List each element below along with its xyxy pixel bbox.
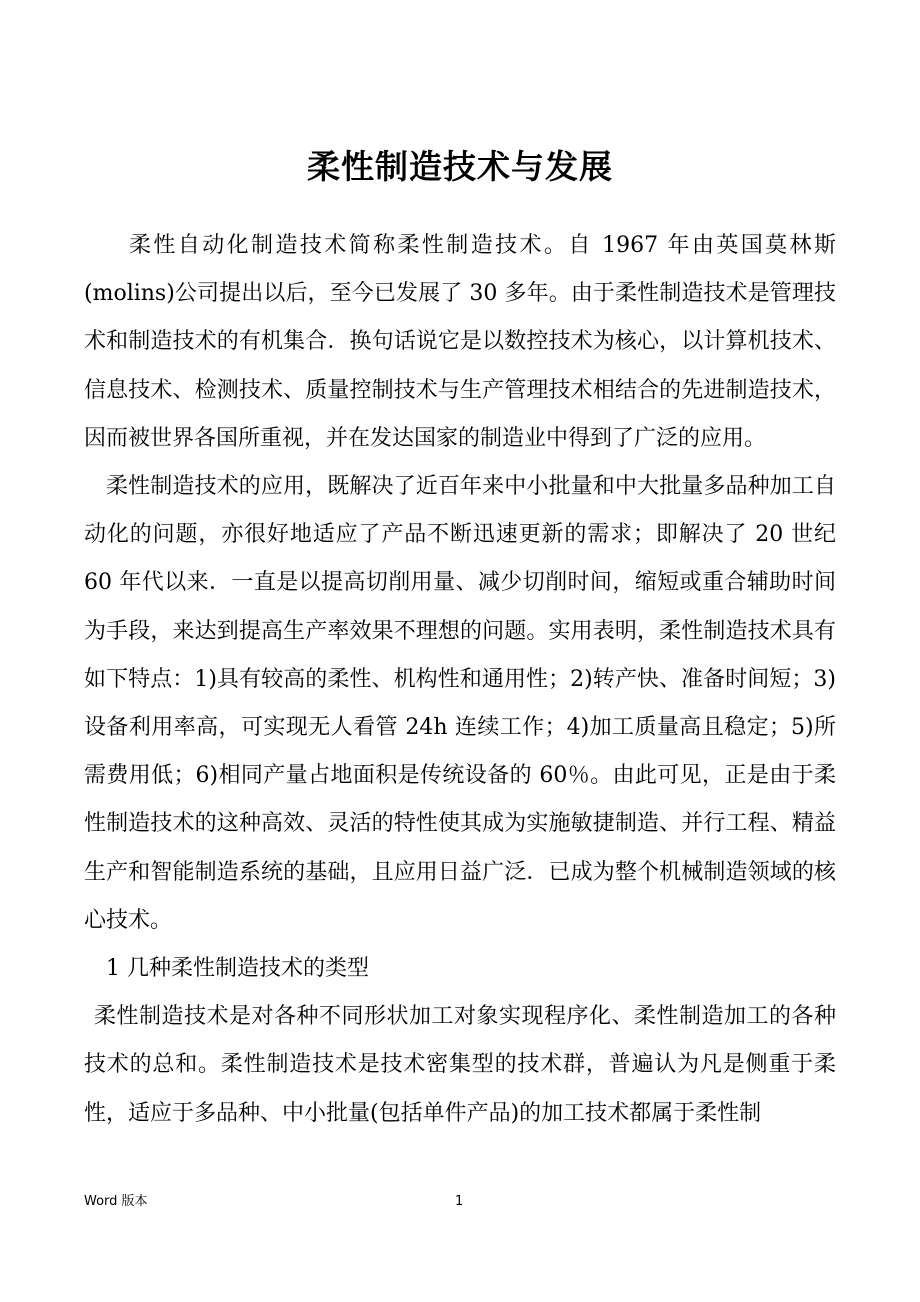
document-title: 柔性制造技术与发展: [307, 147, 613, 186]
paragraph-intro: 柔性自动化制造技术简称柔性制造技术。自 1967 年由英国莫林斯(molins)公司提出以后，至今已发展了 30 多年。由于柔性制造技术是管理技术和制造技术的有机集合．换句话说它是以数控技术为核心，以计算机技术、信息技术、检测技术、质量控制技术与生产管理技术相结合的先进制造技术，因而被世界各国所重视，并在发达国家的制造业中得到了广泛的应用。: [84, 233, 836, 451]
paragraph-application: 柔性制造技术的应用，既解决了近百年来中小批量和中大批量多品种加工自动化的问题，亦很好地适应了产品不断迅速更新的需求；即解决了 20 世纪 60 年代以来．一直是以提高切削用量、减少切削时间，缩短或重合辅助时间为手段，来达到提高生产率效果不理想的问题。实用表明，柔性制造技术具有如下特点：1)具有较高的柔性、机构性和通用性；2)转产快、准备时间短；3)设备利用率高，可实现无人看管 24h 连续工作；4)加工质量高且稳定；5)所需费用低；6)相同产量占地面积是传统设备的 60％。由此可见，正是由于柔性制造技术的这种高效、灵活的特性使其成为实施敏捷制造、并行工程、精益生产和智能制造系统的基础，且应用日益广泛．已成为整个机械制造领域的核心技术。: [84, 474, 836, 933]
document-body: [84, 222, 836, 1138]
page-number: 1: [455, 1194, 464, 1209]
footer-label: Word 版本: [84, 1194, 148, 1209]
section-heading: 1 几种柔性制造技术的类型: [106, 956, 369, 982]
paragraph-types: 柔性制造技术是对各种不同形状加工对象实现程序化、柔性制造加工的各种技术的总和。柔性制造技术是技术密集型的技术群，普遍认为凡是侧重于柔性，适应于多品种、中小批量(包括单件产品)的加工技术都属于柔性制: [84, 1004, 836, 1126]
